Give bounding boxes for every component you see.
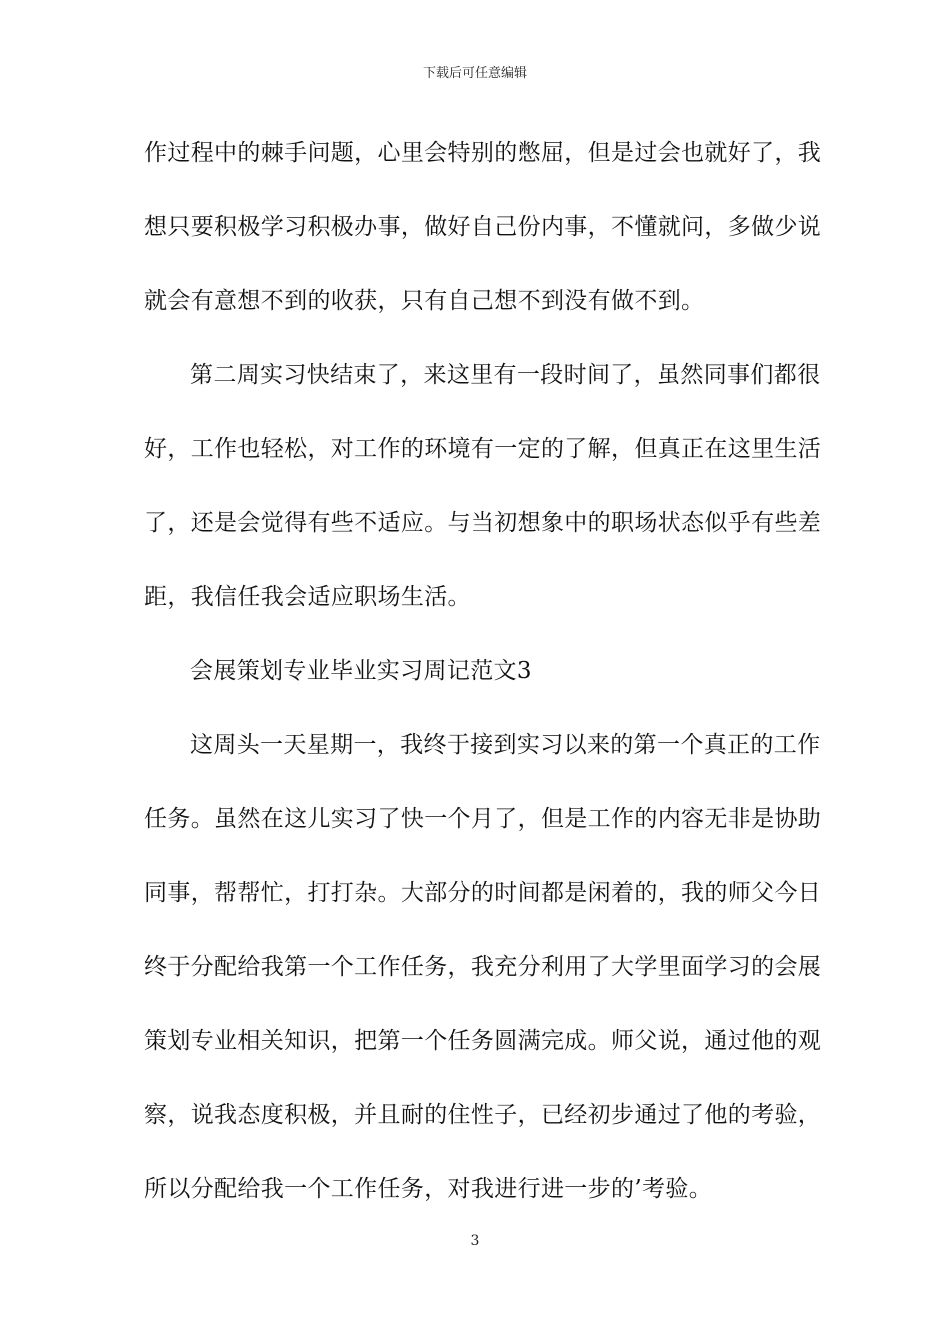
page-header: 下载后可任意编辑	[422, 66, 527, 81]
body-line: 了，还是会觉得有些不适应。与当初想象中的职场状态似乎有些差	[144, 510, 822, 536]
body-line: 第二周实习快结束了，来这里有一段时间了，虽然同事们都很	[190, 362, 821, 388]
body-line: 策划专业相关知识，把第一个任务圆满完成。师父说，通过他的观	[144, 1028, 822, 1054]
body-line: 任务。虽然在这儿实习了快一个月了，但是工作的内容无非是协助	[144, 806, 822, 832]
body-line: 同事，帮帮忙，打打杂。大部分的时间都是闲着的，我的师父今日	[144, 880, 822, 906]
body-line: 想只要积极学习积极办事，做好自己份内事，不懂就问，多做少说	[144, 214, 822, 240]
body-line: 距，我信任我会适应职场生活。	[144, 584, 471, 610]
section-heading: 会展策划专业毕业实习周记范文3	[190, 658, 532, 684]
body-line: 这周头一天星期一，我终于接到实习以来的第一个真正的工作	[190, 732, 821, 758]
body-line: 好，工作也轻松，对工作的环境有一定的了解，但真正在这里生活	[144, 436, 822, 462]
body-line: 察，说我态度积极，并且耐的住性子，已经初步通过了他的考验，	[144, 1102, 822, 1128]
body-line: 作过程中的棘手问题，心里会特别的憋屈，但是过会也就好了，我	[144, 140, 822, 166]
page-number: 3	[470, 1233, 480, 1249]
body-line: 终于分配给我第一个工作任务，我充分利用了大学里面学习的会展	[144, 954, 822, 980]
body-line: 所以分配给我一个工作任务，对我进行进一步的’考验。	[144, 1176, 713, 1202]
body-line: 就会有意想不到的收获，只有自己想不到没有做不到。	[144, 288, 705, 314]
document-body	[144, 130, 822, 1240]
